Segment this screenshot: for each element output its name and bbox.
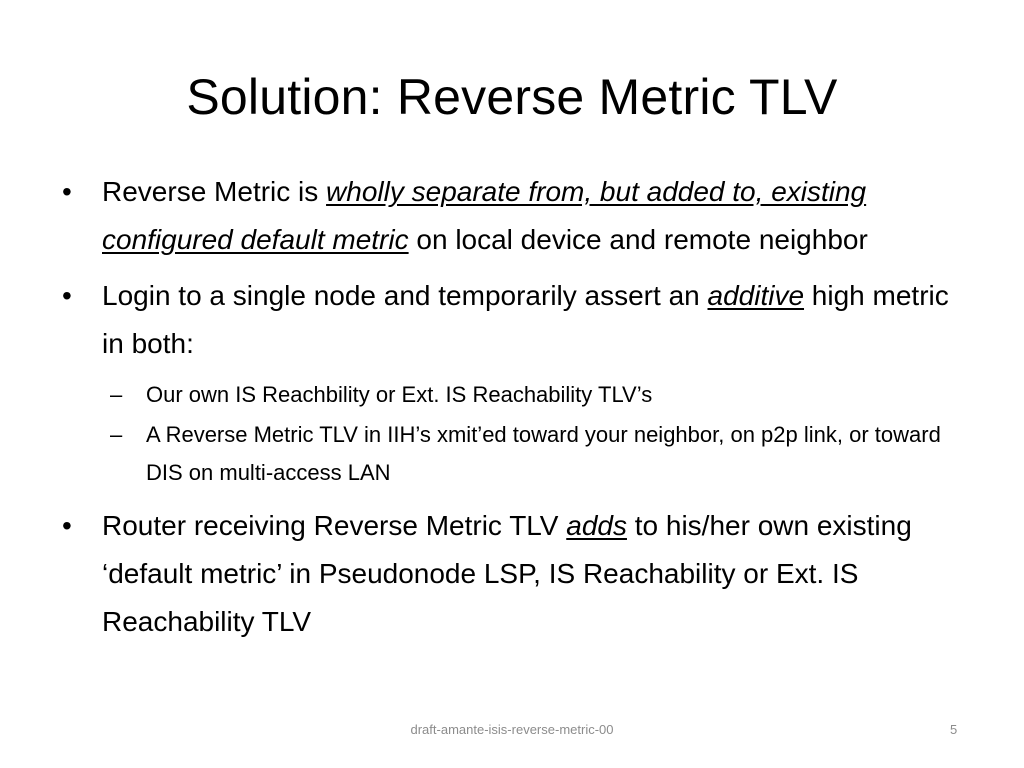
bullet-text: Login to a single node and temporarily assert an xyxy=(102,280,708,311)
bullet-list xyxy=(60,168,965,654)
bullet-text: Router receiving Reverse Metric TLV xyxy=(102,510,567,541)
dash-marker: – xyxy=(110,422,123,447)
emphasis-text: additive xyxy=(707,280,805,311)
slide-title: Solution: Reverse Metric TLV xyxy=(186,69,838,125)
emphasis-text: adds xyxy=(566,510,627,541)
bullet-item xyxy=(60,168,965,264)
bullet-text: Reverse Metric is xyxy=(102,176,327,207)
bullet-text: high metric in both: xyxy=(102,280,949,359)
sub-bullet-text: Our own IS Reachbility or Ext. IS Reachability TLV’s xyxy=(146,382,653,407)
dash-marker: – xyxy=(110,382,123,407)
bullet-marker: • xyxy=(62,280,72,311)
bullet-marker: • xyxy=(62,176,72,207)
bullet-item xyxy=(60,502,965,646)
slide-footer: draft-amante-isis-reverse-metric-00 xyxy=(410,722,614,737)
bullet-text: on local device and remote neighbor xyxy=(408,224,868,255)
emphasis-text: wholly separate from, but added to, existing configured default metric xyxy=(102,176,867,255)
bullet-item xyxy=(60,272,965,368)
bullet-text: to his/her own existing ‘default metric’ in Pseudonode LSP, IS Reachability or Ext. IS Reachability TLV xyxy=(102,510,912,637)
bullet-marker: • xyxy=(62,510,72,541)
page-number: 5 xyxy=(950,722,958,737)
sub-bullet-text: A Reverse Metric TLV in IIH’s xmit’ed toward your neighbor, on p2p link, or toward DIS on multi-access LAN xyxy=(146,422,941,485)
sub-bullet-item xyxy=(60,376,965,414)
sub-bullet-item xyxy=(60,416,965,492)
